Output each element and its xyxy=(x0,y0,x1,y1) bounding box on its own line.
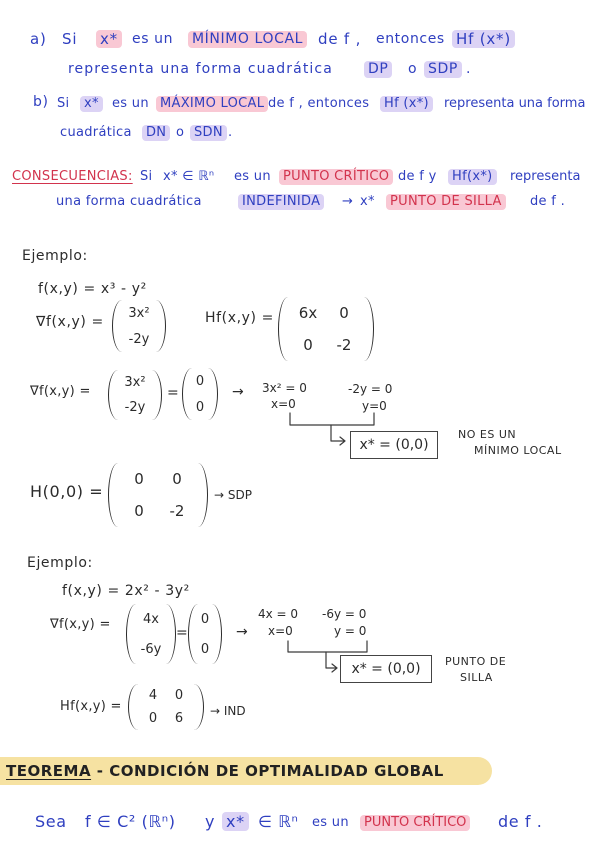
word-o: o xyxy=(176,125,185,140)
gradient-label: ∇f(x,y) = xyxy=(36,314,104,330)
equals-sign: = xyxy=(176,625,189,641)
matrix-entry: 6x xyxy=(298,304,318,322)
highlight-punto-critico: PUNTO CRÍTICO xyxy=(360,815,470,831)
theorem-title-word: TEOREMA xyxy=(6,762,92,780)
gradient-entry: -2y xyxy=(128,331,150,347)
highlight-maximo-local: MÁXIMO LOCAL xyxy=(156,96,268,112)
word-de-f: de f , xyxy=(318,30,362,48)
theorem-title-rest: - CONDICIÓN DE OPTIMALIDAD GLOBAL xyxy=(91,762,444,780)
matrix-entry: 0 xyxy=(172,470,182,488)
matrix-entry: 0 xyxy=(148,711,158,726)
word-es-un: es un xyxy=(234,169,271,184)
vector-entry: 3x² xyxy=(124,375,146,390)
x-star: x* xyxy=(360,194,375,209)
arrow-icon: → xyxy=(342,194,354,209)
hessian-at-point-label: H(0,0) = xyxy=(30,482,104,501)
example-heading: Ejemplo: xyxy=(27,555,93,571)
equals-sign: = xyxy=(167,385,180,401)
text-de-f-y: de f y xyxy=(398,169,437,184)
text-in-rn: ∈ ℝⁿ xyxy=(258,812,299,831)
hessian-label: Hf(x,y) = xyxy=(60,699,122,714)
equation-1: 4x = 0 xyxy=(258,607,299,621)
word-es-un: es un xyxy=(312,815,349,830)
matrix-entry: -2 xyxy=(169,502,185,520)
text-f-in-c2: f ∈ C² (ℝⁿ) xyxy=(85,812,176,831)
matrix-entry: 6 xyxy=(174,711,184,726)
arrow-icon: → xyxy=(236,624,249,640)
word-es-un: es un xyxy=(112,96,149,111)
period: . xyxy=(466,61,472,77)
solution-2: y=0 xyxy=(362,399,387,413)
x-star: x* xyxy=(222,812,249,831)
function-definition: f(x,y) = 2x² - 3y² xyxy=(62,583,190,599)
rhs-vector xyxy=(188,604,222,664)
word-cuadratica: cuadrática xyxy=(60,125,132,140)
heading-consecuencias: CONSECUENCIAS: xyxy=(12,169,133,184)
x-star: x* xyxy=(80,96,103,112)
function-definition: f(x,y) = x³ - y² xyxy=(38,281,147,297)
vector-entry: 0 xyxy=(195,399,205,415)
text-de-f: de f . xyxy=(498,812,543,831)
matrix-entry: 0 xyxy=(303,336,313,354)
gradient-entry: -6y xyxy=(140,641,162,657)
label-b: b) xyxy=(33,94,49,110)
highlight-hessian: Hf(x*) xyxy=(448,169,497,185)
x-star-in-rn: x* ∈ ℝⁿ xyxy=(163,169,215,184)
solution-1: x=0 xyxy=(268,624,293,638)
hessian-matrix xyxy=(128,684,204,730)
highlight-punto-critico: PUNTO CRÍTICO xyxy=(279,169,393,185)
text-representa: representa una forma cuadrática xyxy=(68,61,333,77)
highlight-minimo-local: MÍNIMO LOCAL xyxy=(188,31,307,48)
gradient-entry: 4x xyxy=(143,611,159,627)
x-star: x* xyxy=(96,30,122,48)
equation-2: -6y = 0 xyxy=(322,607,367,621)
vector-entry: 0 xyxy=(200,611,210,627)
matrix-entry: 0 xyxy=(339,304,349,322)
hessian-label: Hf(x,y) = xyxy=(205,310,274,326)
word-si: Si xyxy=(140,169,153,184)
equation-1: 3x² = 0 xyxy=(262,381,307,395)
text-una-forma-cuadratica: una forma cuadrática xyxy=(56,194,202,209)
word-si: Si xyxy=(62,30,78,48)
vector-entry: 0 xyxy=(195,373,205,389)
note-line-2: SILLA xyxy=(460,671,493,684)
highlight-indefinida: INDEFINIDA xyxy=(238,194,324,210)
critical-point: x* = (0,0) xyxy=(359,437,429,453)
connector-arrow xyxy=(326,652,337,672)
note-line-2: MÍNIMO LOCAL xyxy=(474,444,562,457)
highlight-sdn: SDN xyxy=(190,125,227,141)
matrix-entry: -2 xyxy=(336,336,352,354)
hessian-at-point-matrix xyxy=(108,463,208,527)
gradient-entry: 3x² xyxy=(128,305,150,321)
matrix-entry: 0 xyxy=(174,688,184,703)
system-lhs-vector xyxy=(108,370,162,420)
text-de-f: de f . xyxy=(530,194,566,209)
matrix-entry: 4 xyxy=(148,688,158,703)
example-heading: Ejemplo: xyxy=(22,248,88,264)
highlight-dp: DP xyxy=(364,61,392,78)
text-de-f-entonces: de f , entonces xyxy=(268,96,370,111)
highlight-sdp: SDP xyxy=(424,61,462,78)
critical-point-box xyxy=(350,431,438,459)
bracket-line xyxy=(290,413,374,425)
highlight-hessian: Hf (x*) xyxy=(380,96,433,112)
classification: → SDP xyxy=(214,488,252,502)
equation-2: -2y = 0 xyxy=(348,382,393,396)
word-es-un: es un xyxy=(132,31,174,47)
solution-2: y = 0 xyxy=(334,624,367,638)
word-representa: representa xyxy=(510,169,581,184)
vector-entry: -2y xyxy=(124,400,146,415)
connector-arrow xyxy=(331,425,345,445)
highlight-dn: DN xyxy=(142,125,170,141)
hessian-matrix xyxy=(278,297,374,361)
word-o: o xyxy=(408,61,418,77)
word-entonces: entonces xyxy=(376,31,445,47)
vector-entry: 0 xyxy=(200,641,210,657)
classification: → IND xyxy=(210,704,246,718)
word-si: Si xyxy=(57,96,70,111)
highlight-hessian: Hf (x*) xyxy=(452,30,515,48)
period: . xyxy=(228,125,233,140)
critical-point: x* = (0,0) xyxy=(351,661,421,677)
gradient-label: ∇f(x,y) = xyxy=(50,617,111,632)
word-sea: Sea xyxy=(35,812,67,831)
solution-1: x=0 xyxy=(271,397,296,411)
system-rhs-vector xyxy=(182,368,218,420)
label-a: a) xyxy=(30,30,47,48)
matrix-entry: 0 xyxy=(134,470,144,488)
critical-point-box xyxy=(340,655,432,683)
system-label: ∇f(x,y) = xyxy=(30,384,91,399)
matrix-entry: 0 xyxy=(134,502,144,520)
bracket-line xyxy=(288,641,367,652)
gradient-vector xyxy=(112,300,166,352)
gradient-vector xyxy=(126,604,176,664)
word-y: y xyxy=(205,812,216,831)
theorem-title xyxy=(6,762,444,780)
note-line-1: NO ES UN xyxy=(458,428,517,441)
highlight-punto-de-silla: PUNTO DE SILLA xyxy=(386,194,506,210)
arrow-icon: → xyxy=(232,384,245,400)
text-representa-una-forma: representa una forma xyxy=(444,96,586,111)
note-line-1: PUNTO DE xyxy=(445,655,507,668)
